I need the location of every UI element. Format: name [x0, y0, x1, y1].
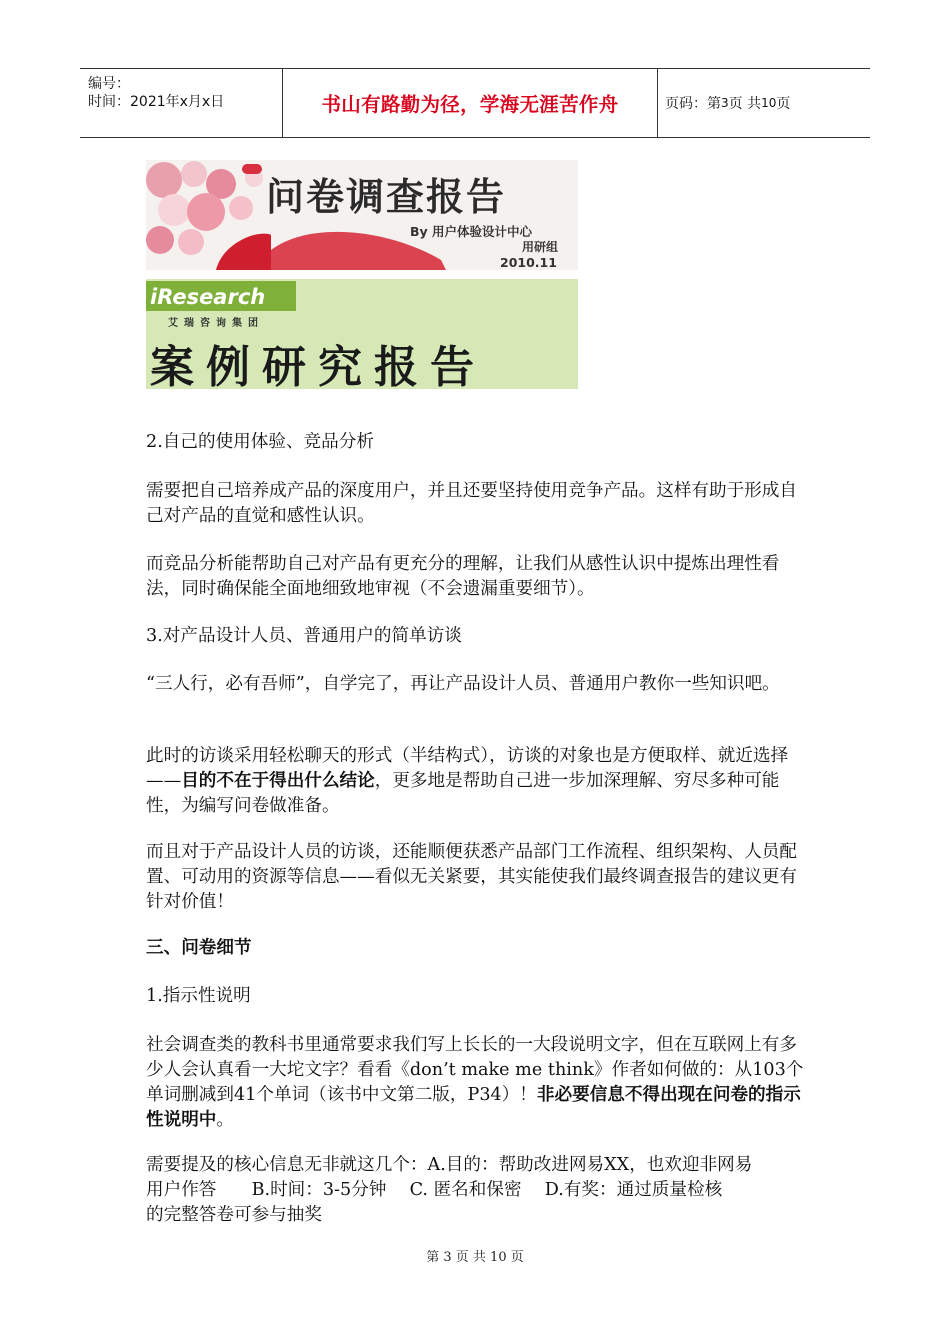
paragraph-4c: ，更多地是帮助自己进一步加深理解、穷尽多种可能性，为编写问卷做准备。	[146, 771, 780, 816]
bubble-graphic	[146, 160, 271, 270]
paragraph-6c: 。	[216, 1110, 234, 1130]
paragraph-7	[146, 1153, 806, 1228]
brand-logo: iResearch	[150, 285, 266, 309]
page-suffix: 页	[776, 96, 791, 112]
paragraph-6-emphasis: 非必要信息不得出现在问卷的指示性说明中	[146, 1085, 801, 1130]
page-number: 3	[721, 96, 729, 110]
paragraph-3: “三人行，必有吾师”，自学完了，再让产品设计人员、普通用户教你一些知识吧。	[146, 674, 780, 694]
paragraph-2: 而竞品分析能帮助自己对产品有更充分的理解，让我们从感性认识中提炼出理性看法，同时确保能全面地细致地审视（不会遗漏重要细节）。	[146, 554, 780, 599]
paragraph-6	[146, 1033, 806, 1133]
motto: 书山有路勤为径，学海无涯苦作舟	[321, 93, 619, 116]
paragraph-4	[146, 744, 806, 819]
banner2-title: 案例研究报告	[150, 342, 486, 389]
survey-report-banner	[146, 160, 578, 270]
paragraph-7-line1: 需要提及的核心信息无非就这几个：A.目的：帮助改进网易XX，也欢迎非网易	[146, 1155, 753, 1175]
number-label: 编号：	[88, 76, 130, 92]
paragraph-4-emphasis: 目的不在于得出什么结论	[181, 771, 375, 791]
page-total: 10	[761, 96, 777, 110]
banner1-by: By 用户体验设计中心	[410, 224, 533, 239]
subsection-1: 1.指示性说明	[146, 986, 251, 1006]
paragraph-6a: 社会调查类的教科书里通常要求我们写上长长的一大段说明文字，但在互联网上有多少人会认真看一大坨文字？看看《don’t make me think》作者如何做的：从103个单词删减到41个单词（该书中文第二版，P34）！	[146, 1035, 804, 1105]
paragraph-1: 需要把自己培养成产品的深度用户，并且还要坚持使用竞争产品。这样有助于形成自己对产品的直觉和感性认识。	[146, 481, 797, 526]
header-meta	[80, 69, 282, 137]
section-title: 三、问卷细节	[146, 938, 252, 958]
brand-subtitle: 艾瑞咨询集团	[168, 318, 264, 329]
paragraph-5: 而且对于产品设计人员的访谈，还能顺便获悉产品部门工作流程、组织架构、人员配置、可动用的资源等信息——看似无关紧要，其实能使我们最终调查报告的建议更有针对价值！	[146, 842, 797, 912]
banner1-title: 问卷调查报告	[266, 175, 507, 219]
header-motto-cell	[282, 69, 658, 137]
page-header	[80, 68, 870, 138]
paragraph-7-line2: 用户作答 B.时间：3-5分钟 C. 匿名和保密 D.有奖：通过质量检核	[146, 1180, 723, 1200]
page-mid: 页 共	[728, 96, 762, 112]
page-prefix: 页码：第	[665, 96, 721, 112]
section2-heading: 2.自己的使用体验、竞品分析	[146, 432, 374, 452]
page-footer: 第 3 页 共 10 页	[426, 1250, 524, 1265]
section3-heading: 3.对产品设计人员、普通用户的简单访谈	[146, 626, 462, 646]
case-study-banner	[146, 279, 578, 389]
paragraph-7-line3: 的完整答卷可参与抽奖	[146, 1205, 322, 1225]
page-indicator	[657, 69, 870, 137]
time-label: 时间：2021年x月x日	[88, 94, 225, 110]
paragraph-4a: 此时的访谈采用轻松聊天的形式（半结构式），访谈的对象也是方便取样、就近选择——	[146, 746, 789, 791]
banner1-group: 用研组	[522, 240, 559, 254]
banner1-date: 2010.11	[500, 255, 557, 270]
